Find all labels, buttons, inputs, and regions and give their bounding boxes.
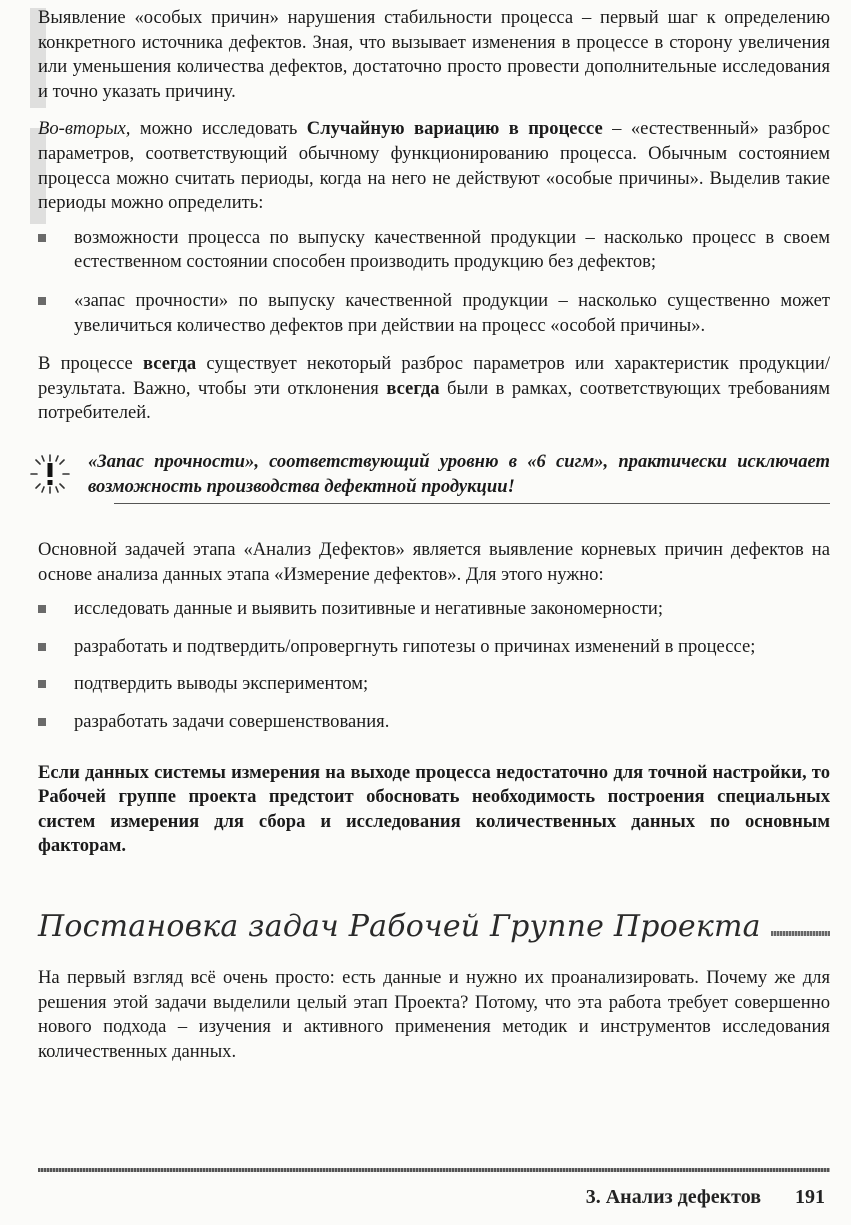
list-item-text: исследовать данные и выявить позитивные и негативные закономерности;: [74, 598, 664, 620]
list-item-text: возможности процесса по выпуску качественной продукции – насколько процесс в своем естественном состоянии способен производить продукцию без дефектов;: [74, 226, 830, 273]
list-item-text: подтвердить выводы экспериментом;: [74, 673, 369, 695]
callout-text: «Запас прочности», соответствующий уровню в «6 сигм», практически исключает возможность производства дефектной продукции!: [88, 450, 830, 497]
square-bullet-icon: [38, 605, 46, 613]
paragraph-special-causes: Выявление «особых причин» нарушения стабильности процесса – первый шаг к определению конкретного источника дефектов. Зная, что вызывает изменения в процессе в сторону увеличения или уменьшения количества дефектов, достаточно просто провести дополнительные исследования и точно указать причину.: [38, 7, 830, 102]
callout-underline: [114, 503, 830, 504]
list-item-text: разработать задачи совершенствования.: [74, 711, 390, 733]
square-bullet-icon: [38, 234, 46, 242]
paragraph-always-variation: [38, 352, 830, 426]
paragraph-lead: Во-вторых,: [38, 118, 131, 140]
square-bullet-icon: [38, 680, 46, 688]
square-bullet-icon: [38, 643, 46, 651]
list-item: [38, 289, 830, 338]
square-bullet-icon: [38, 297, 46, 305]
list-item-text: разработать и подтвердить/опровергнуть гипотезы о причинах изменений в процессе;: [74, 635, 756, 657]
paragraph-emphasis: всегда: [386, 377, 440, 399]
list-item: [38, 710, 830, 735]
square-bullet-icon: [38, 718, 46, 726]
page-number: 191: [795, 1186, 825, 1208]
paragraph-emphasis: всегда: [143, 353, 197, 375]
paragraph-random-variation: [38, 117, 830, 215]
list-item: [38, 672, 830, 697]
paragraph-first-look: На первый взгляд всё очень просто: есть данные и нужно их проанализировать. Почему же для решения этой задачи выделили целый этап Проекта? Потому, что эта работа требует совершенно нового подхода – изучения и активного применения методик и инструментов исследования количественных данных.: [38, 967, 830, 1062]
list-item: [38, 597, 830, 622]
list-item-text: «запас прочности» по выпуску качественной продукции – насколько существенно может увеличиться количество дефектов при действии на процесс «особой причины».: [74, 289, 830, 336]
section-heading: [38, 909, 830, 944]
list-item: [38, 226, 830, 275]
chapter-title: 3. Анализ дефектов: [585, 1186, 761, 1208]
paragraph-text: – «естественный» разброс параметров, соответствующий обычному функционированию процесса. Обычным состоянием процесса можно считать периоды, когда на него не действуют «особые причины». Выделив такие периоды можно определить:: [38, 118, 830, 214]
section-rule: [771, 931, 830, 936]
page-footer: [586, 1186, 825, 1209]
page-body: [38, 6, 830, 1064]
paragraph-text: существует некоторый разброс параметров или характеристик продукции/результата. Важно, чтобы эти отклонения: [38, 353, 830, 399]
list-item: [38, 635, 830, 660]
paragraph-text: были в рамках, соответствующих требованиям потребителей.: [38, 377, 831, 424]
exclamation-burst-icon: [28, 452, 72, 501]
bullet-list-capabilities: [38, 226, 830, 338]
paragraph-emphasis: Случайную вариацию в процессе: [306, 118, 603, 140]
paragraph-text: можно исследовать: [130, 118, 307, 140]
paragraph-main-task: Основной задачей этапа «Анализ Дефектов» является выявление корневых причин дефектов на основе анализа данных этапа «Измерение дефектов». Для этого нужно:: [38, 539, 830, 585]
paragraph-measurement-systems: Если данных системы измерения на выходе процесса недостаточно для точной настройки, то Рабочей группе проекта предстоит обосновать необходимость построения специальных систем измерения для сбора и исследования количественных данных по основным факторам.: [38, 761, 830, 857]
section-title: Постановка задач Рабочей Группе Проекта: [38, 909, 761, 945]
footer-rule: [38, 1168, 830, 1172]
bullet-list-tasks: [38, 597, 830, 734]
callout-note: [38, 450, 830, 504]
paragraph-text: В процессе: [38, 353, 143, 375]
